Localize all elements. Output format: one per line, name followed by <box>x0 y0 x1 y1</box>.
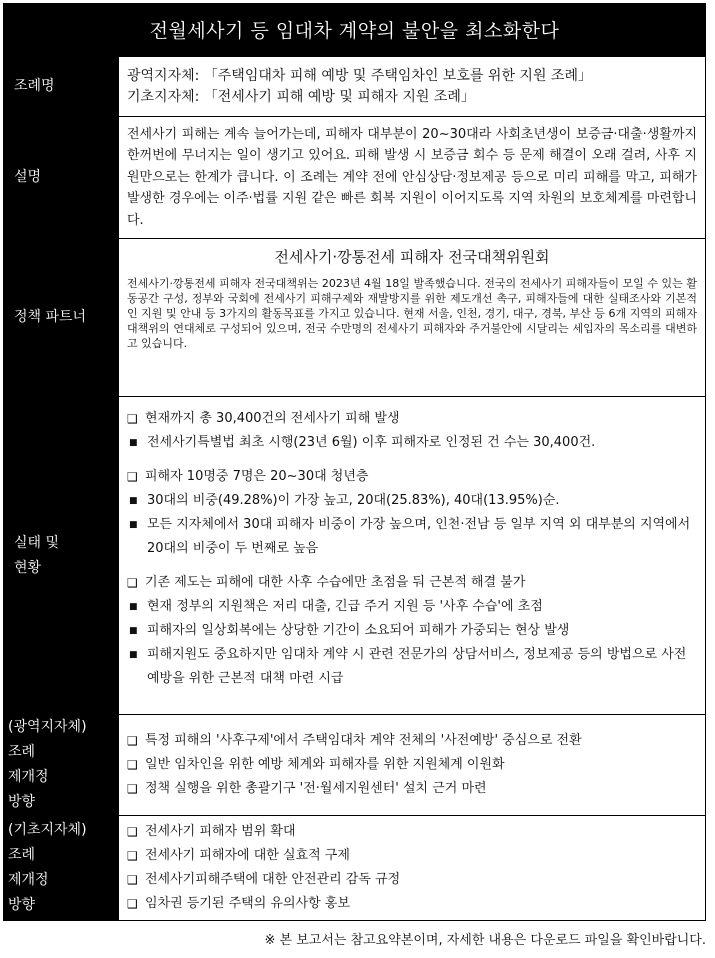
regional-label-line3: 제개정 <box>8 769 49 785</box>
bullet-icon: ■ <box>129 626 138 636</box>
bullet-icon: ■ <box>129 650 138 660</box>
partner-description: 전세사기·깡통전세 피해자 전국대책위는 2023년 4월 18일 발족했습니다. 전국의 전세사기 피해자들이 모일 수 있는 활동공간 구성, 정부와 국회에 전세사기 피해구제와 재발방지를 위한 제도개선 촉구, 피해자들에 대한 실태조사와 기본적인 지원 및 안내 등 3가지의 활동목표를 가지고 있습니다. 현재 서울, 인천, 경기, 대구, 경북, 부산 등 6개 지역의 피해자대책위의 연대체로 구성되어 있으며, 전국 수만명의 전세사기 피해자와 주거불안에 시달리는 세입자의 목소리를 대변하고 있습니다. <box>127 277 697 350</box>
basic-content <box>119 816 706 921</box>
description-text: 전세사기 피해는 계속 늘어가는데, 피해자 대부분이 20~30대라 사회초년생이 보증금·대출·생활까지 한꺼번에 무너지는 일이 생기고 있어요. 피해 발생 시 보증금 회수 등 문제 해결이 오래 걸려, 사후 지원만으로는 한계가 큽니다. 이 조례는 계약 전에 안심상담·정보제공 등으로 미리 피해를 막고, 피해가 발생한 경우에는 이주·법률 지원 같은 빠른 회복 지원이 이어지도록 지역 차원의 보호체계를 마련합니다. <box>127 126 697 228</box>
checkbox-square-icon: ❑ <box>127 782 138 796</box>
checkbox-square-icon: ❑ <box>127 873 138 887</box>
basic-label-line1: (기초지자체) <box>8 822 87 838</box>
regional-item-2: 일반 임차인을 위한 예방 체계와 피해자를 위한 지원체계 이원화 <box>145 757 505 772</box>
ordinance-label: 조례명 <box>4 57 119 117</box>
ordinance-content <box>119 57 706 117</box>
status-label <box>4 397 119 715</box>
basic-row <box>4 816 706 921</box>
status-block-1-item-1: 전세사기특별법 최초 시행(23년 6월) 이후 피해자로 인정된 건 수는 30,400건. <box>147 435 596 450</box>
status-block-3 <box>127 571 697 691</box>
bullet-icon: ■ <box>129 438 138 448</box>
status-block-3-head: 기존 제도는 피해에 대한 사후 수습에만 초점을 둬 근본적 해결 불가 <box>145 575 526 590</box>
bullet-icon: ■ <box>129 602 138 612</box>
status-block-2-head: 피해자 10명중 7명은 20~30대 청년층 <box>145 469 369 484</box>
description-row <box>4 117 706 239</box>
checkbox-square-icon: ❑ <box>127 758 138 772</box>
partner-name: 전세사기·깡통전세 피해자 전국대책위원회 <box>274 248 550 266</box>
regional-row <box>4 715 706 816</box>
status-block-2-item-2: 모든 지자체에서 30대 피해자 비중이 가장 높으며, 인천·전남 등 일부 지역 외 대부분의 지역에서 20대의 비중이 두 번째로 높음 <box>147 517 691 556</box>
status-label-line1: 실태 및 <box>14 534 60 551</box>
report-page <box>3 3 706 948</box>
basic-label <box>4 816 119 921</box>
status-block-3-item-2: 피해자의 일상회복에는 상당한 기간이 소요되어 피해가 가중되는 현상 발생 <box>147 623 570 638</box>
status-block-3-item-3: 피해지원도 중요하지만 임대차 계약 시 관련 전문가의 상담서비스, 정보제공 등의 방법으로 사전예방을 위한 근본적 대책 마련 시급 <box>147 647 687 686</box>
checkbox-square-icon: ❑ <box>127 825 138 839</box>
footer-note: ※ 본 보고서는 참고요약본이며, 자세한 내용은 다운로드 파일을 확인바랍니다. <box>264 933 706 948</box>
basic-item-1: 전세사기 피해자 범위 확대 <box>145 824 296 839</box>
checkbox-square-icon: ❑ <box>127 576 138 590</box>
description-label: 설명 <box>4 117 119 239</box>
status-block-1-head: 현재까지 총 30,400건의 전세사기 피해 발생 <box>145 411 400 426</box>
regional-label-line4: 방향 <box>8 794 36 810</box>
regional-label-line1: (광역지자체) <box>8 719 87 735</box>
basic-item-2: 전세사기 피해자에 대한 실효적 구제 <box>145 848 350 863</box>
status-content <box>119 397 706 715</box>
bullet-icon: ■ <box>129 496 138 506</box>
basic-label-line4: 방향 <box>8 897 36 913</box>
ordinance-line-regional: 광역지자체: 「주택임대차 피해 예방 및 주택임차인 보호를 위한 지원 조례」 <box>127 67 592 84</box>
basic-item-4: 임차권 등기된 주택의 유의사항 홍보 <box>145 896 350 911</box>
partner-row <box>4 239 706 397</box>
status-block-3-item-1: 현재 정부의 지원책은 저리 대출, 긴급 주거 지원 등 '사후 수습'에 초점 <box>147 599 543 614</box>
partner-content <box>119 239 706 397</box>
basic-item-3: 전세사기피해주택에 대한 안전관리 감독 규정 <box>145 872 401 887</box>
checkbox-square-icon: ❑ <box>127 470 138 484</box>
bullet-icon: ■ <box>129 520 138 530</box>
ordinance-row <box>4 57 706 117</box>
regional-label-line2: 조례 <box>8 744 36 760</box>
regional-item-1: 특정 피해의 '사후구제'에서 주택임대차 계약 전체의 '사전예방' 중심으로 전환 <box>145 733 582 748</box>
checkbox-square-icon: ❑ <box>127 412 138 426</box>
status-block-2-item-1: 30대의 비중(49.28%)이 가장 높고, 20대(25.83%), 40대(13.95%)순. <box>147 493 560 508</box>
checkbox-square-icon: ❑ <box>127 897 138 911</box>
summary-table <box>3 56 706 921</box>
page-title: 전월세사기 등 임대차 계약의 불안을 최소화한다 <box>3 3 706 56</box>
regional-item-3: 정책 실행을 위한 총괄기구 '전·월세지원센터' 설치 근거 마련 <box>145 781 487 796</box>
regional-content <box>119 715 706 816</box>
status-row <box>4 397 706 715</box>
ordinance-line-basic: 기초지자체: 「전세사기 피해 예방 및 피해자 지원 조례」 <box>127 88 475 105</box>
partner-label: 정책 파트너 <box>4 239 119 397</box>
basic-label-line2: 조례 <box>8 847 36 863</box>
checkbox-square-icon: ❑ <box>127 734 138 748</box>
basic-label-line3: 제개정 <box>8 872 49 888</box>
status-label-line2: 현황 <box>14 559 42 576</box>
regional-label <box>4 715 119 816</box>
status-block-2 <box>127 465 697 561</box>
description-content <box>119 117 706 239</box>
status-block-1 <box>127 407 697 455</box>
checkbox-square-icon: ❑ <box>127 849 138 863</box>
